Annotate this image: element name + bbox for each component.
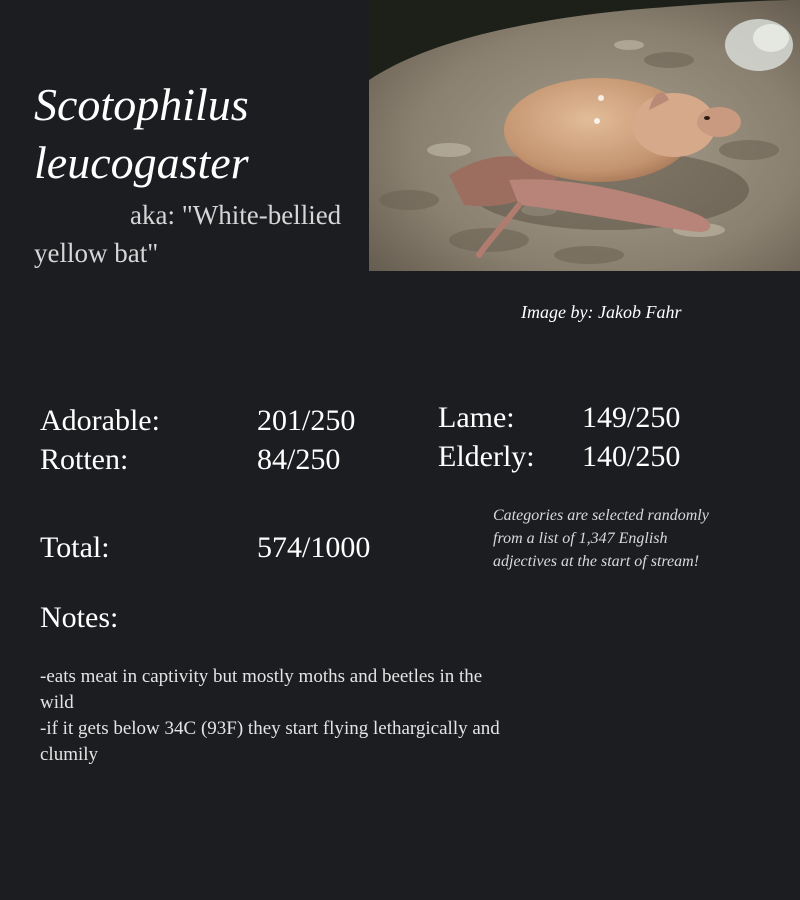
adorable-score: 201/250 [257, 404, 356, 437]
lame-label: Lame: [438, 401, 515, 434]
common-name: aka: "White-bellied yellow bat" [34, 200, 342, 268]
bat-photo [369, 0, 800, 271]
elderly-score: 140/250 [582, 440, 681, 473]
note-item: -eats meat in captivity but mostly moths and beetles in the wild [40, 666, 483, 713]
rotten-score: 84/250 [257, 443, 341, 476]
rotten-label: Rotten: [40, 443, 129, 476]
adorable-label: Adorable: [40, 404, 160, 437]
species-genus: Scotophilus [34, 79, 249, 130]
note-item: -if it gets below 34C (93F) they start flying lethargically and clumily [40, 718, 500, 765]
total-score: 574/1000 [257, 531, 371, 564]
lame-score: 149/250 [582, 401, 681, 434]
notes-list [40, 664, 520, 768]
photo-credit: Image by: Jakob Fahr [521, 302, 682, 322]
species-epithet: leucogaster [34, 137, 249, 188]
category-disclaimer: Categories are selected randomly from a list of 1,347 English adjectives at the start of stream! [493, 507, 709, 570]
elderly-label: Elderly: [438, 440, 535, 473]
notes-heading: Notes: [40, 601, 119, 634]
species-name [34, 76, 354, 192]
total-label: Total: [40, 531, 110, 564]
